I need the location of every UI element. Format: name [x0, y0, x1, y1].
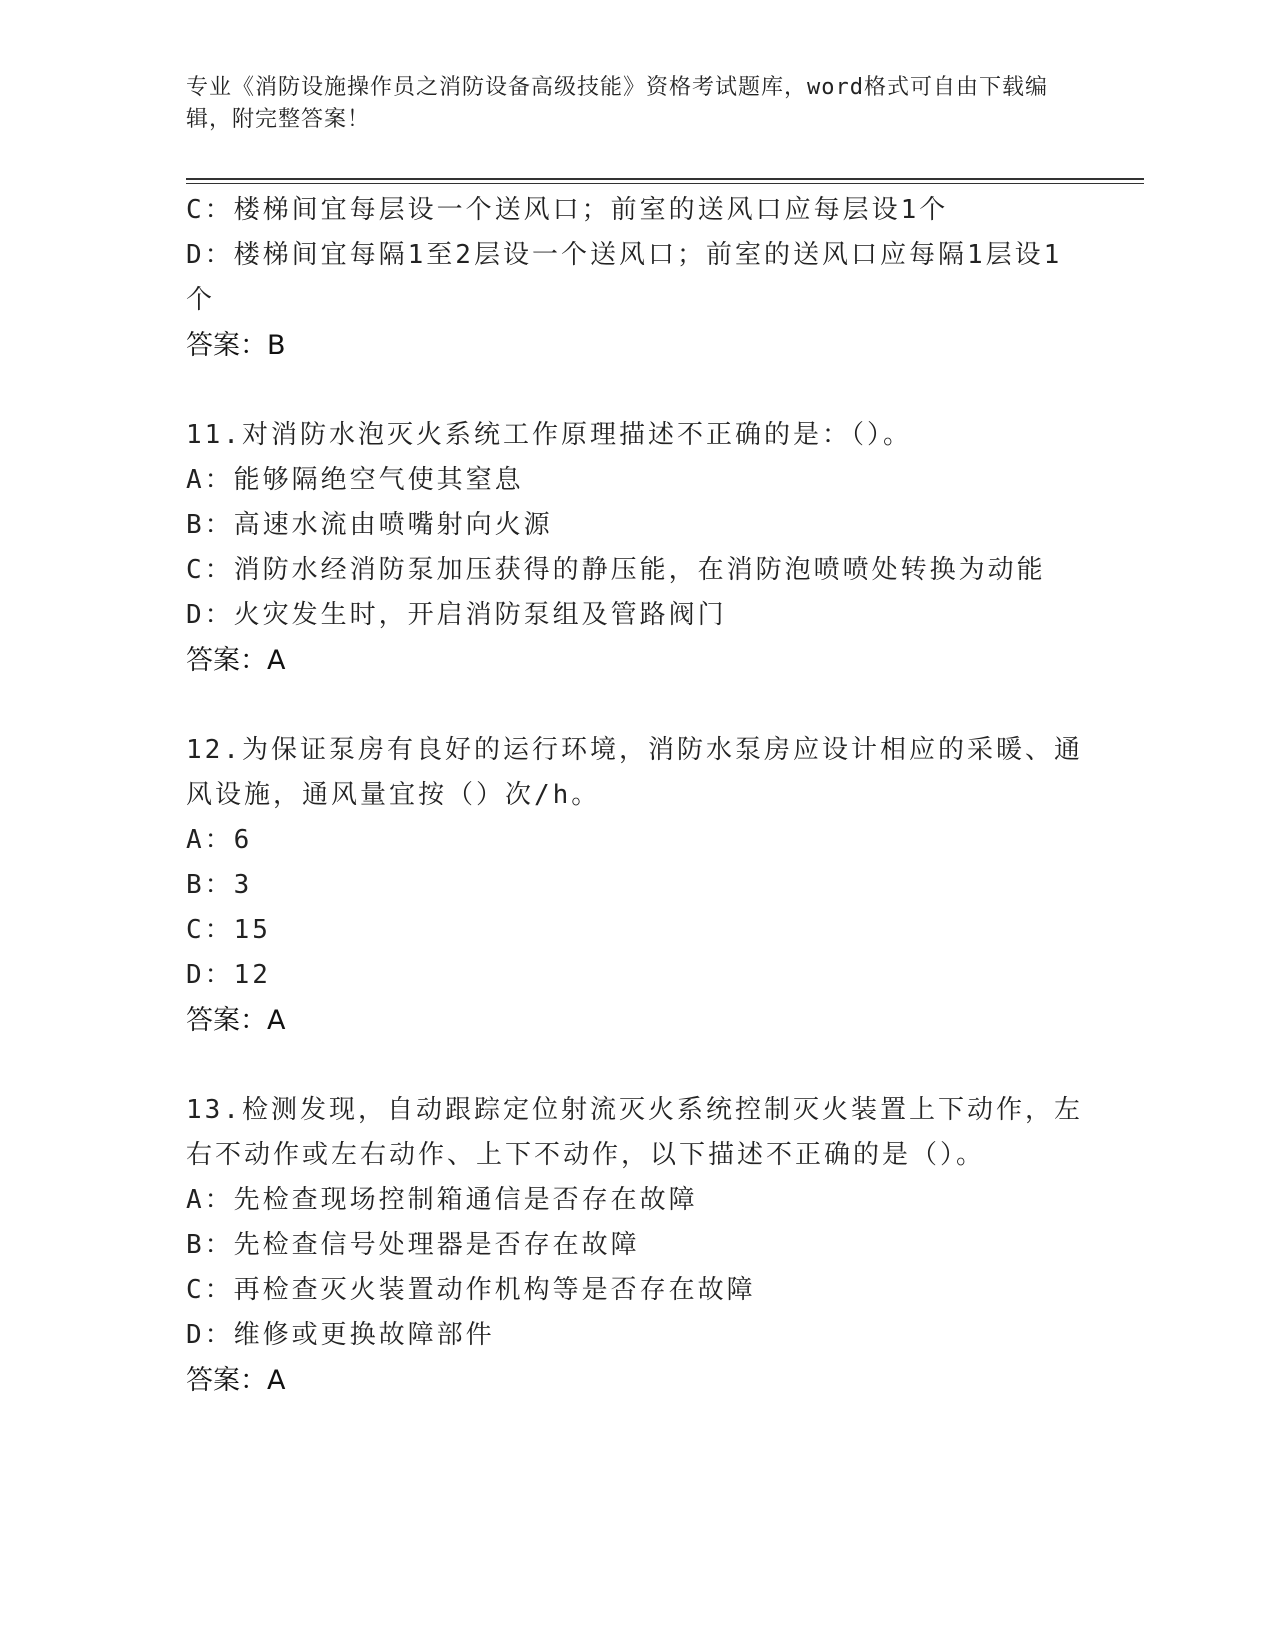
spacer — [186, 683, 1086, 728]
question-stem: 12.为保证泵房有良好的运行环境，消防水泵房应设计相应的采暖、通风设施，通风量宜按（）次/h。 — [186, 735, 1083, 810]
option-a: A：能够隔绝空气使其窒息 — [186, 465, 524, 495]
option-d: D：楼梯间宜每隔1至2层设一个送风口；前室的送风口应每隔1层设1个 — [186, 240, 1063, 315]
option-a: A：先检查现场控制箱通信是否存在故障 — [186, 1185, 698, 1215]
option-d: D：12 — [186, 960, 271, 990]
option-c: C：楼梯间宜每层设一个送风口；前室的送风口应每层设1个 — [186, 195, 949, 225]
option-c: C：15 — [186, 915, 271, 945]
answer: 答案：A — [186, 645, 286, 676]
question-content — [186, 188, 1086, 1403]
question-13 — [186, 1088, 1086, 1403]
spacer — [186, 1043, 1086, 1088]
question-12 — [186, 728, 1086, 1043]
partial-question — [186, 188, 1086, 368]
option-b: B：高速水流由喷嘴射向火源 — [186, 510, 553, 540]
option-b: B：先检查信号处理器是否存在故障 — [186, 1230, 640, 1260]
header-rule-thin — [186, 183, 1144, 184]
document-header: 专业《消防设施操作员之消防设备高级技能》资格考试题库，word格式可自由下载编辑，附完整答案！ — [186, 75, 1048, 132]
answer: 答案：A — [186, 1365, 286, 1396]
header-rule-thick — [186, 178, 1144, 180]
question-11 — [186, 413, 1086, 683]
option-d: D：火灾发生时，开启消防泵组及管路阀门 — [186, 600, 727, 630]
option-d: D：维修或更换故障部件 — [186, 1320, 495, 1350]
question-stem: 13.检测发现，自动跟踪定位射流灭火系统控制灭火装置上下动作，左右不动作或左右动作、上下不动作，以下描述不正确的是（）。 — [186, 1095, 1083, 1170]
option-a: A：6 — [186, 825, 253, 855]
option-c: C：消防水经消防泵加压获得的静压能，在消防泡喷喷处转换为动能 — [186, 555, 1046, 585]
option-c: C：再检查灭火装置动作机构等是否存在故障 — [186, 1275, 756, 1305]
answer: 答案：A — [186, 1005, 286, 1036]
spacer — [186, 368, 1086, 413]
question-stem: 11.对消防水泡灭火系统工作原理描述不正确的是：（）。 — [186, 420, 912, 450]
answer: 答案：B — [186, 330, 286, 361]
option-b: B：3 — [186, 870, 253, 900]
